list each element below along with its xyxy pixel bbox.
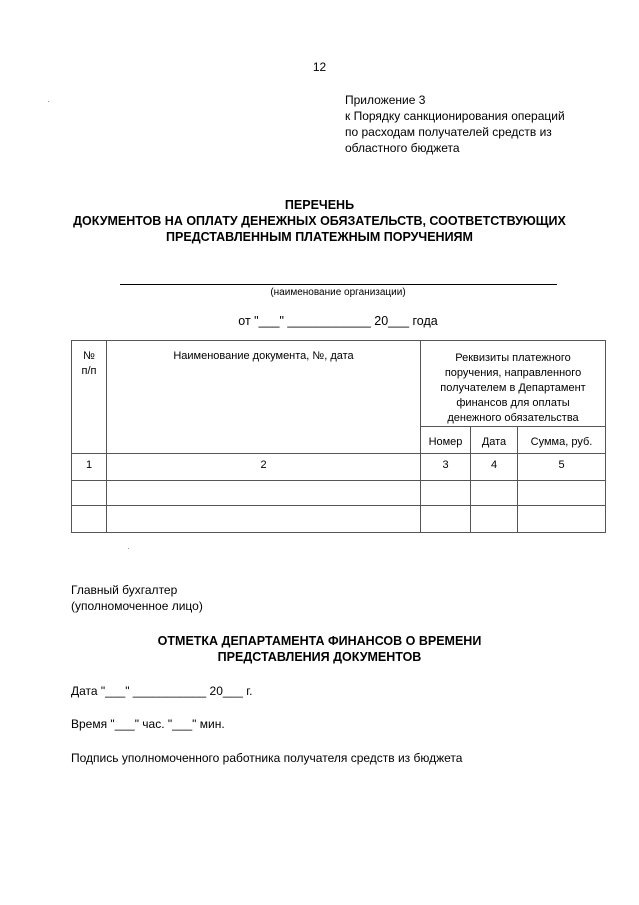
organization-name-line xyxy=(120,284,557,285)
table-cell: 1 xyxy=(72,454,107,481)
document-title xyxy=(0,197,639,245)
table-cell xyxy=(421,506,471,533)
title-line: ПРЕДСТАВЛЕННЫМ ПЛАТЕЖНЫМ ПОРУЧЕНИЯМ xyxy=(166,230,473,244)
signature-title: Главный бухгалтер xyxy=(71,583,178,597)
table-cell xyxy=(518,506,606,533)
documents-table xyxy=(71,340,606,533)
header-pp-number: Номер xyxy=(421,427,471,454)
table-cell: 2 xyxy=(107,454,421,481)
header-document: Наименование документа, №, дата xyxy=(107,341,421,454)
table-index-row xyxy=(72,454,606,481)
table-cell xyxy=(72,506,107,533)
header-pp-sum: Сумма, руб. xyxy=(518,427,606,454)
mark-heading-line: ПРЕДСТАВЛЕНИЯ ДОКУМЕНТОВ xyxy=(217,650,422,664)
mark-heading xyxy=(0,633,639,665)
scan-speck xyxy=(128,548,129,549)
table-cell xyxy=(471,481,518,506)
appendix-line: Приложение 3 xyxy=(345,93,426,107)
table-cell xyxy=(72,481,107,506)
header-requisites: Реквизиты платежного поручения, направленного получателем в Департамент финансов для оплаты денежного обязательства xyxy=(421,341,606,427)
table-header-row xyxy=(72,341,606,427)
table-cell xyxy=(107,506,421,533)
header-pp-date: Дата xyxy=(471,427,518,454)
document-date-line: от "___" ____________ 20___ года xyxy=(238,314,438,328)
title-line: ПЕРЕЧЕНЬ xyxy=(284,198,355,212)
table-cell: 5 xyxy=(518,454,606,481)
table-cell: 4 xyxy=(471,454,518,481)
appendix-line: к Порядку санкционирования операций xyxy=(345,109,565,123)
signature-subtitle: (уполномоченное лицо) xyxy=(71,599,203,613)
mark-heading-line: ОТМЕТКА ДЕПАРТАМЕНТА ФИНАНСОВ О ВРЕМЕНИ xyxy=(157,634,482,648)
appendix-line: по расходам получателей средств из xyxy=(345,125,552,139)
appendix-line: областного бюджета xyxy=(345,141,460,155)
table-cell xyxy=(518,481,606,506)
date-field: Дата "___" ___________ 20___ г. xyxy=(71,684,253,698)
table-cell xyxy=(471,506,518,533)
scan-speck xyxy=(48,101,49,102)
time-field: Время "___" час. "___" мин. xyxy=(71,717,225,731)
table-cell xyxy=(421,481,471,506)
table-row xyxy=(72,506,606,533)
table-cell: 3 xyxy=(421,454,471,481)
table-cell xyxy=(107,481,421,506)
organization-caption: (наименование организации) xyxy=(270,287,406,298)
header-number: № п/п xyxy=(72,341,107,454)
title-line: ДОКУМЕНТОВ НА ОПЛАТУ ДЕНЕЖНЫХ ОБЯЗАТЕЛЬСТВ, СООТВЕТСТВУЮЩИХ xyxy=(73,214,566,228)
table-row xyxy=(72,481,606,506)
page-number: 12 xyxy=(312,60,327,74)
signature-block xyxy=(71,582,203,614)
signature-field: Подпись уполномоченного работника получателя средств из бюджета xyxy=(71,751,463,765)
appendix-block xyxy=(345,92,625,156)
